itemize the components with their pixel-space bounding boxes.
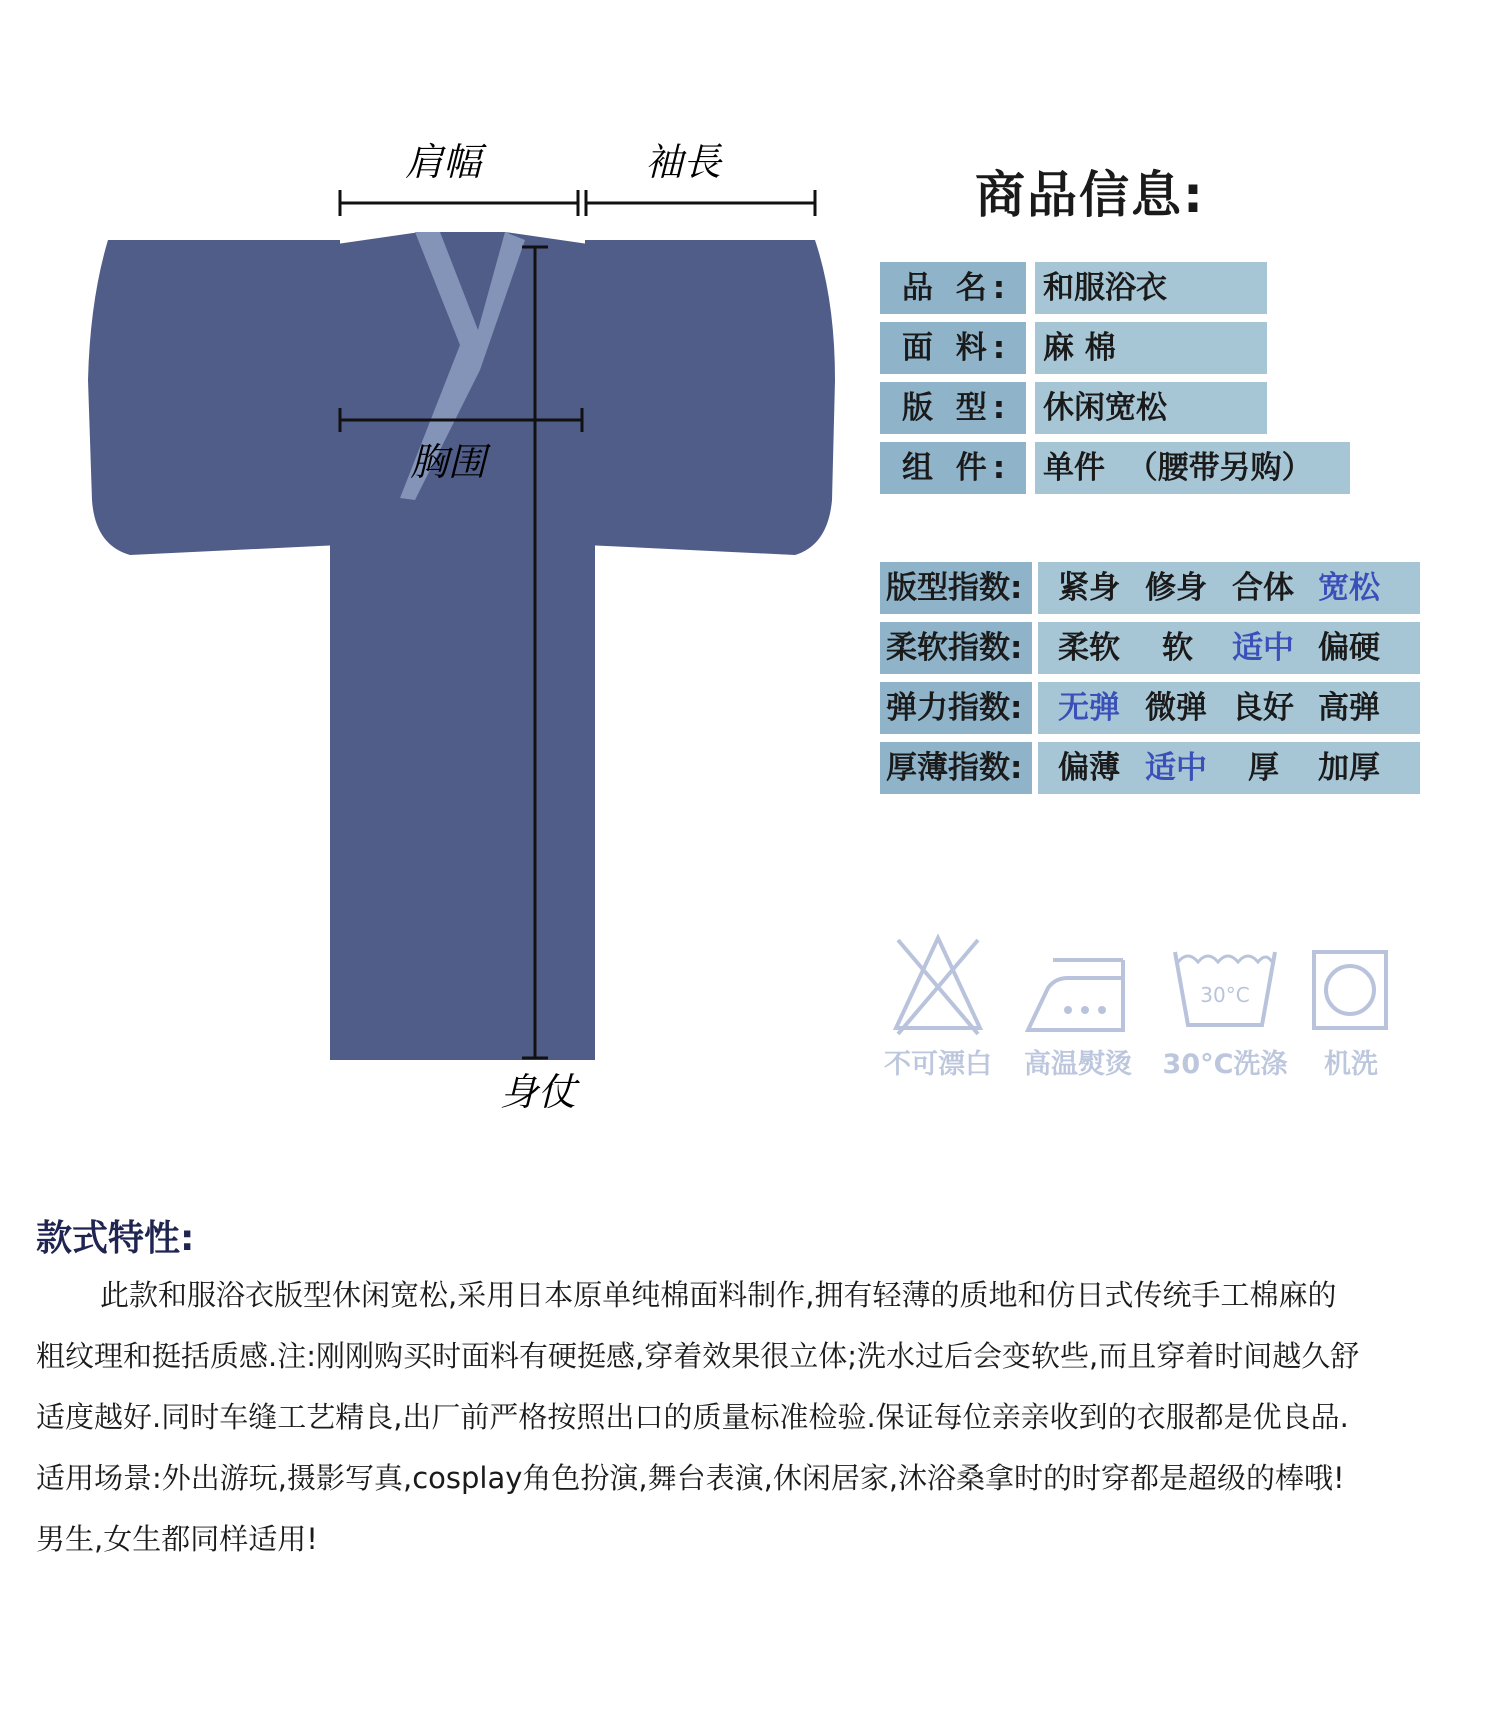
info-key: 品 名:	[880, 262, 1026, 314]
index-name: 柔软指数:	[880, 622, 1032, 674]
info-key: 面 料:	[880, 322, 1026, 374]
index-option: 柔软	[1058, 630, 1120, 666]
care-label: 不可漂白	[884, 1049, 992, 1080]
features-line: 此款和服浴衣版型休闲宽松,采用日本原单纯棉面料制作,拥有轻薄的质地和仿日式传统手工棉麻的	[100, 1278, 1337, 1312]
sleeve-measure-line	[586, 190, 815, 216]
shoulder-measure-line	[340, 190, 578, 216]
features-text	[36, 1265, 1476, 1570]
features-line: 男生,女生都同样适用!	[36, 1522, 318, 1556]
info-value: 单件 （腰带另购）	[1035, 442, 1350, 494]
info-value: 麻 棉	[1035, 322, 1267, 374]
features-title: 款式特性:	[36, 1218, 195, 1259]
wash-30-icon	[1170, 930, 1280, 1040]
index-name: 弹力指数:	[880, 682, 1032, 734]
sleeve-label: 袖長	[645, 140, 722, 184]
index-option: 微弹	[1145, 690, 1207, 726]
features-line: 粗纹理和挺括质感.注:刚刚购买时面料有硬挺感,穿着效果很立体;洗水过后会变软些,而且穿着时间越久舒	[36, 1339, 1360, 1373]
machine-wash-icon	[1296, 930, 1406, 1040]
index-option: 良好	[1232, 690, 1294, 726]
product-info-title: 商品信息:	[975, 166, 1205, 224]
index-option-selected: 宽松	[1318, 570, 1380, 606]
index-name: 版型指数:	[880, 562, 1032, 614]
index-option-selected: 无弹	[1058, 690, 1120, 726]
index-option-selected: 适中	[1232, 630, 1294, 666]
care-item-machine-wash	[1276, 930, 1426, 1081]
info-value: 和服浴衣	[1035, 262, 1267, 314]
care-item-no-bleach	[863, 930, 1013, 1081]
index-row-thickness	[880, 742, 1420, 794]
info-key: 组 件:	[880, 442, 1026, 494]
no-bleach-icon	[888, 930, 988, 1040]
index-option-selected: 适中	[1145, 750, 1207, 786]
care-label: 30°C洗涤	[1162, 1049, 1288, 1080]
index-option: 加厚	[1318, 750, 1380, 786]
index-name: 厚薄指数:	[880, 742, 1032, 794]
index-option: 厚	[1248, 750, 1279, 786]
index-row-fit	[880, 562, 1420, 614]
index-option: 高弹	[1318, 690, 1380, 726]
index-option: 软	[1162, 630, 1193, 666]
index-row-softness	[880, 622, 1420, 674]
right-sleeve	[585, 240, 835, 555]
left-sleeve	[88, 240, 340, 555]
index-option: 紧身	[1058, 570, 1120, 606]
info-value: 休闲宽松	[1035, 382, 1267, 434]
index-option: 偏薄	[1058, 750, 1120, 786]
care-item-iron	[1003, 930, 1153, 1081]
index-option: 合体	[1232, 570, 1294, 606]
shoulder-label: 肩幅	[405, 140, 482, 184]
wash-temp-mark: 30°C	[1200, 983, 1250, 1007]
care-label: 机洗	[1324, 1049, 1378, 1080]
chest-label: 胸围	[410, 440, 487, 484]
index-option: 偏硬	[1318, 630, 1380, 666]
features-line: 适用场景:外出游玩,摄影写真,cosplay角色扮演,舞台表演,休闲居家,沐浴桑拿时的时穿都是超级的棒哦!	[36, 1461, 1345, 1495]
length-label: 身仗	[500, 1070, 577, 1114]
info-key: 版 型:	[880, 382, 1026, 434]
index-row-elasticity	[880, 682, 1420, 734]
care-label: 高温熨烫	[1024, 1049, 1132, 1080]
index-option: 修身	[1145, 570, 1207, 606]
features-line: 适度越好.同时车缝工艺精良,出厂前严格按照出口的质量标准检验.保证每位亲亲收到的衣服都是优良品.	[36, 1400, 1349, 1434]
iron-icon	[1023, 930, 1133, 1040]
